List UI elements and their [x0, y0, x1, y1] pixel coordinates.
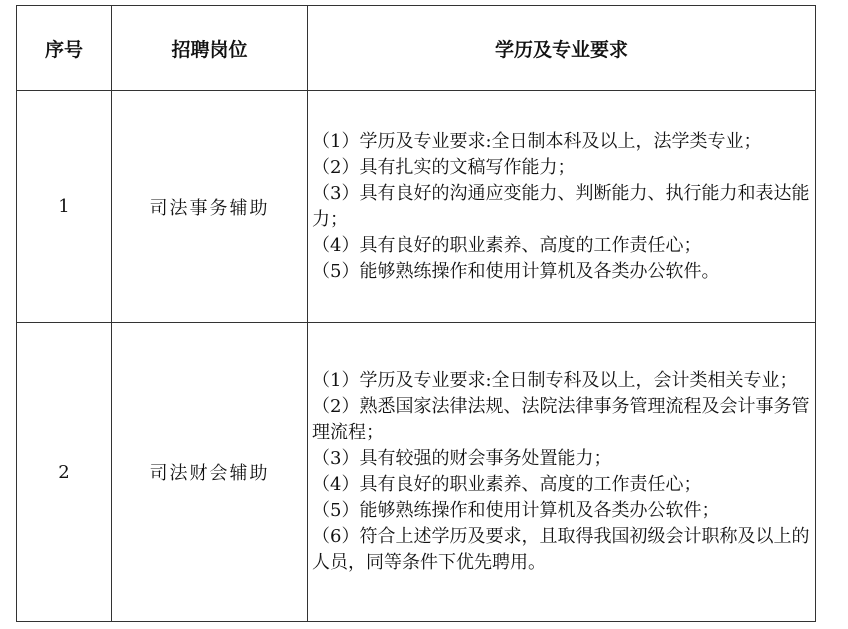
requirement-item: （4）具有良好的职业素养、高度的工作责任心；: [312, 234, 702, 256]
requirement-item: （6）符合上述学历及要求，且取得我国初级会计职称及以上的人员，同等条件下优先聘用。: [312, 526, 810, 573]
row-index: 1: [17, 91, 112, 323]
table-row: [17, 91, 816, 323]
header-index: 序号: [17, 6, 112, 91]
header-position: 招聘岗位: [112, 6, 308, 91]
row-requirements: [308, 91, 816, 323]
row-index: 2: [17, 323, 112, 622]
row-position: 司法事务辅助: [112, 91, 308, 323]
row-requirements: [308, 323, 816, 622]
requirement-item: （1）学历及专业要求:全日制专科及以上，会计类相关专业；: [312, 370, 798, 391]
requirement-item: （2）熟悉国家法律法规、法院法律事务管理流程及会计事务管理流程；: [312, 396, 810, 443]
recruitment-table: [16, 5, 816, 622]
requirement-item: （2）具有扎实的文稿写作能力；: [312, 156, 576, 178]
header-row: [17, 6, 816, 91]
header-requirements: 学历及专业要求: [308, 6, 816, 91]
requirement-item: （1）学历及专业要求:全日制本科及以上，法学类专业；: [312, 130, 762, 152]
requirement-item: （4）具有良好的职业素养、高度的工作责任心；: [312, 474, 702, 495]
requirement-item: （5）能够熟练操作和使用计算机及各类办公软件。: [312, 260, 720, 282]
row-position: 司法财会辅助: [112, 323, 308, 622]
table-row: [17, 323, 816, 622]
requirement-item: （3）具有较强的财会事务处置能力；: [312, 448, 612, 469]
requirement-item: （5）能够熟练操作和使用计算机及各类办公软件；: [312, 500, 720, 521]
requirement-item: （3）具有良好的沟通应变能力、判断能力、执行能力和表达能力；: [312, 182, 810, 230]
